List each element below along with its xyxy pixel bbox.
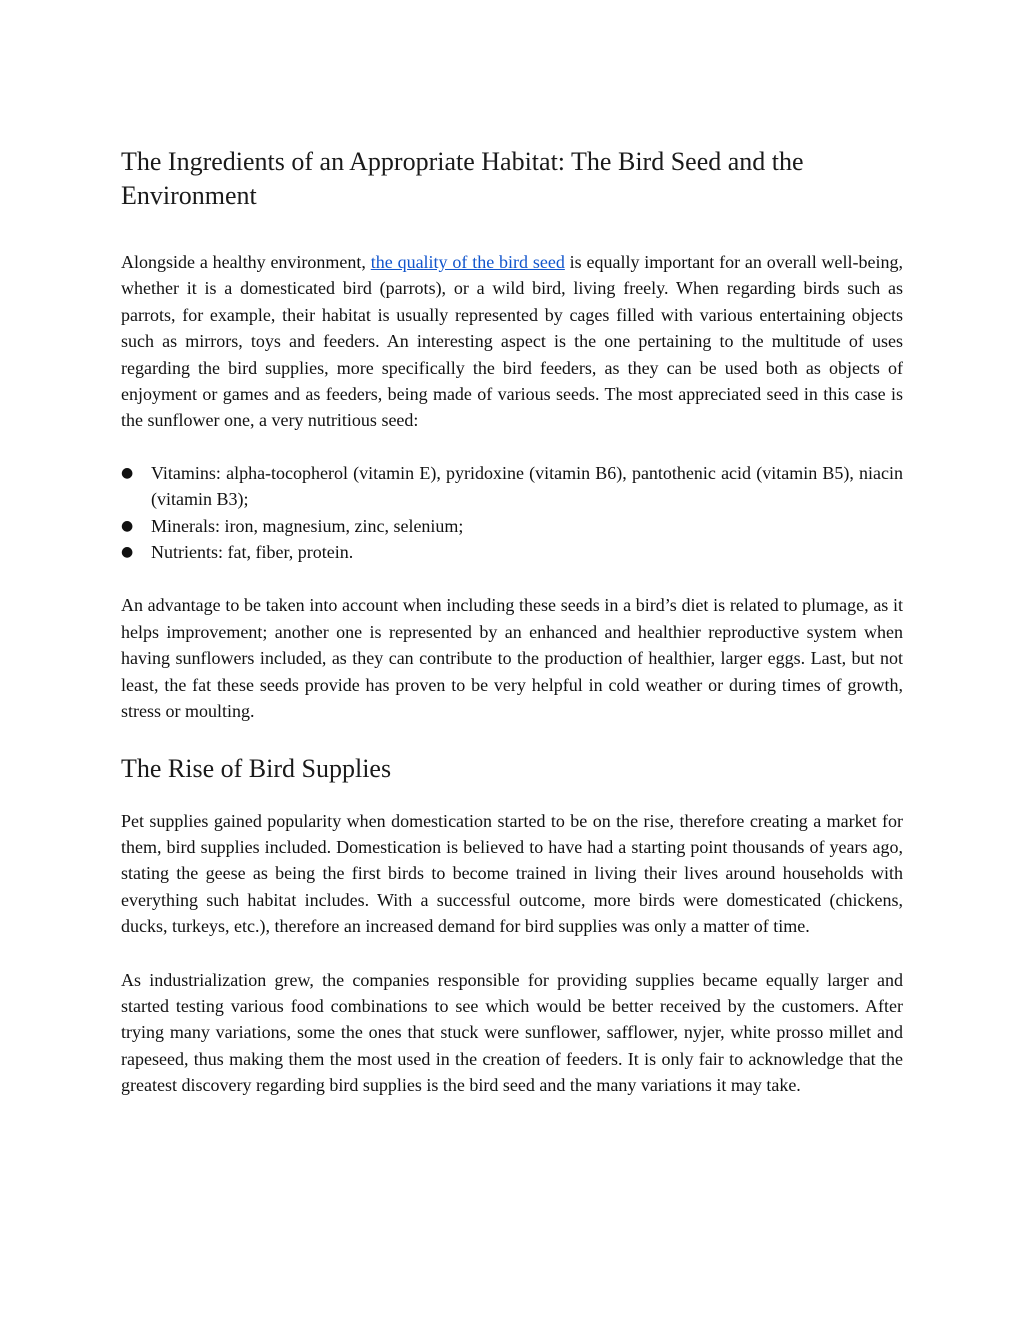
paragraph-industrialization: As industrialization grew, the companies responsible for providing supplies became equally larger and started testing various food combinations to see which would be better received by the customers. After trying many variations, some the ones that stuck were sunflower, safflower, nyjer, white prosso millet and rapeseed, thus making them the most used in the creation of feeders. It is only fair to acknowledge that the greatest discovery regarding bird supplies is the bird seed and the many variations it may take. (121, 969, 903, 1096)
section-heading-bird-supplies: The Rise of Bird Supplies (121, 753, 392, 783)
paragraph-sunflower-advantages: An advantage to be taken into account when including these seeds in a bird’s diet is related to plumage, as it helps improvement; another one is represented by an enhanced and healthier reproductive system when having sunflowers included, as they can contribute to the production of healthier, larger eggs. Last, but not least, the fat these seeds provide has proven to be very helpful in cold weather or during times of growth, stress or moulting. (121, 595, 903, 722)
list-item-minerals (121, 513, 903, 539)
list-item-text: Nutrients: fat, fiber, protein. (151, 542, 354, 563)
nutrients-list (121, 460, 903, 566)
list-item-nutrients (121, 539, 903, 565)
bullet-dot-icon: ● (121, 464, 134, 481)
paragraph-pet-supplies-history: Pet supplies gained popularity when domestication started to be on the rise, therefore creating a market for them, bird supplies included. Domestication is believed to have had a starting point thousands of years ago, stating the geese as being the first birds to become trained in living their lives around households with everything such habitat includes. With a successful outcome, more birds were domesticated (chickens, ducks, turkeys, etc.), therefore an increased demand for bird supplies was only a matter of time. (121, 810, 903, 937)
list-item-vitamins (121, 460, 903, 513)
bird-seed-quality-link[interactable]: the quality of the bird seed (370, 252, 565, 272)
list-item-text: Vitamins: alpha-tocopherol (vitamin E), pyridoxine (vitamin B6), pantothenic acid (vitamin B5), niacin (vitamin B3); (151, 462, 903, 510)
paragraph-habitat-intro (121, 249, 903, 434)
paragraph-text-before-link: Alongside a healthy environment, (121, 252, 371, 272)
paragraph-text-after-link: is equally important for an overall well-being, whether it is a domesticated bird (parrots), or a wild bird, living freely. When regarding birds such as parrots, for example, their habitat is usually represented by cages filled with various entertaining objects such as mirrors, toys and feeders. An interesting aspect is the one pertaining to the multitude of uses regarding the bird supplies, more specifically the bird feeders, as they can be used both as objects of enjoyment or games and as feeders, being made of various seeds. The most appreciated seed in this case is the sunflower one, a very nutritious seed: (121, 252, 903, 431)
bullet-dot-icon: ● (121, 517, 134, 534)
bullet-dot-icon: ● (121, 544, 134, 561)
section-heading-habitat: The Ingredients of an Appropriate Habitat: The Bird Seed and the Environment (121, 147, 804, 210)
document-page (121, 145, 903, 1099)
list-item-text: Minerals: iron, magnesium, zinc, selenium; (151, 515, 464, 536)
